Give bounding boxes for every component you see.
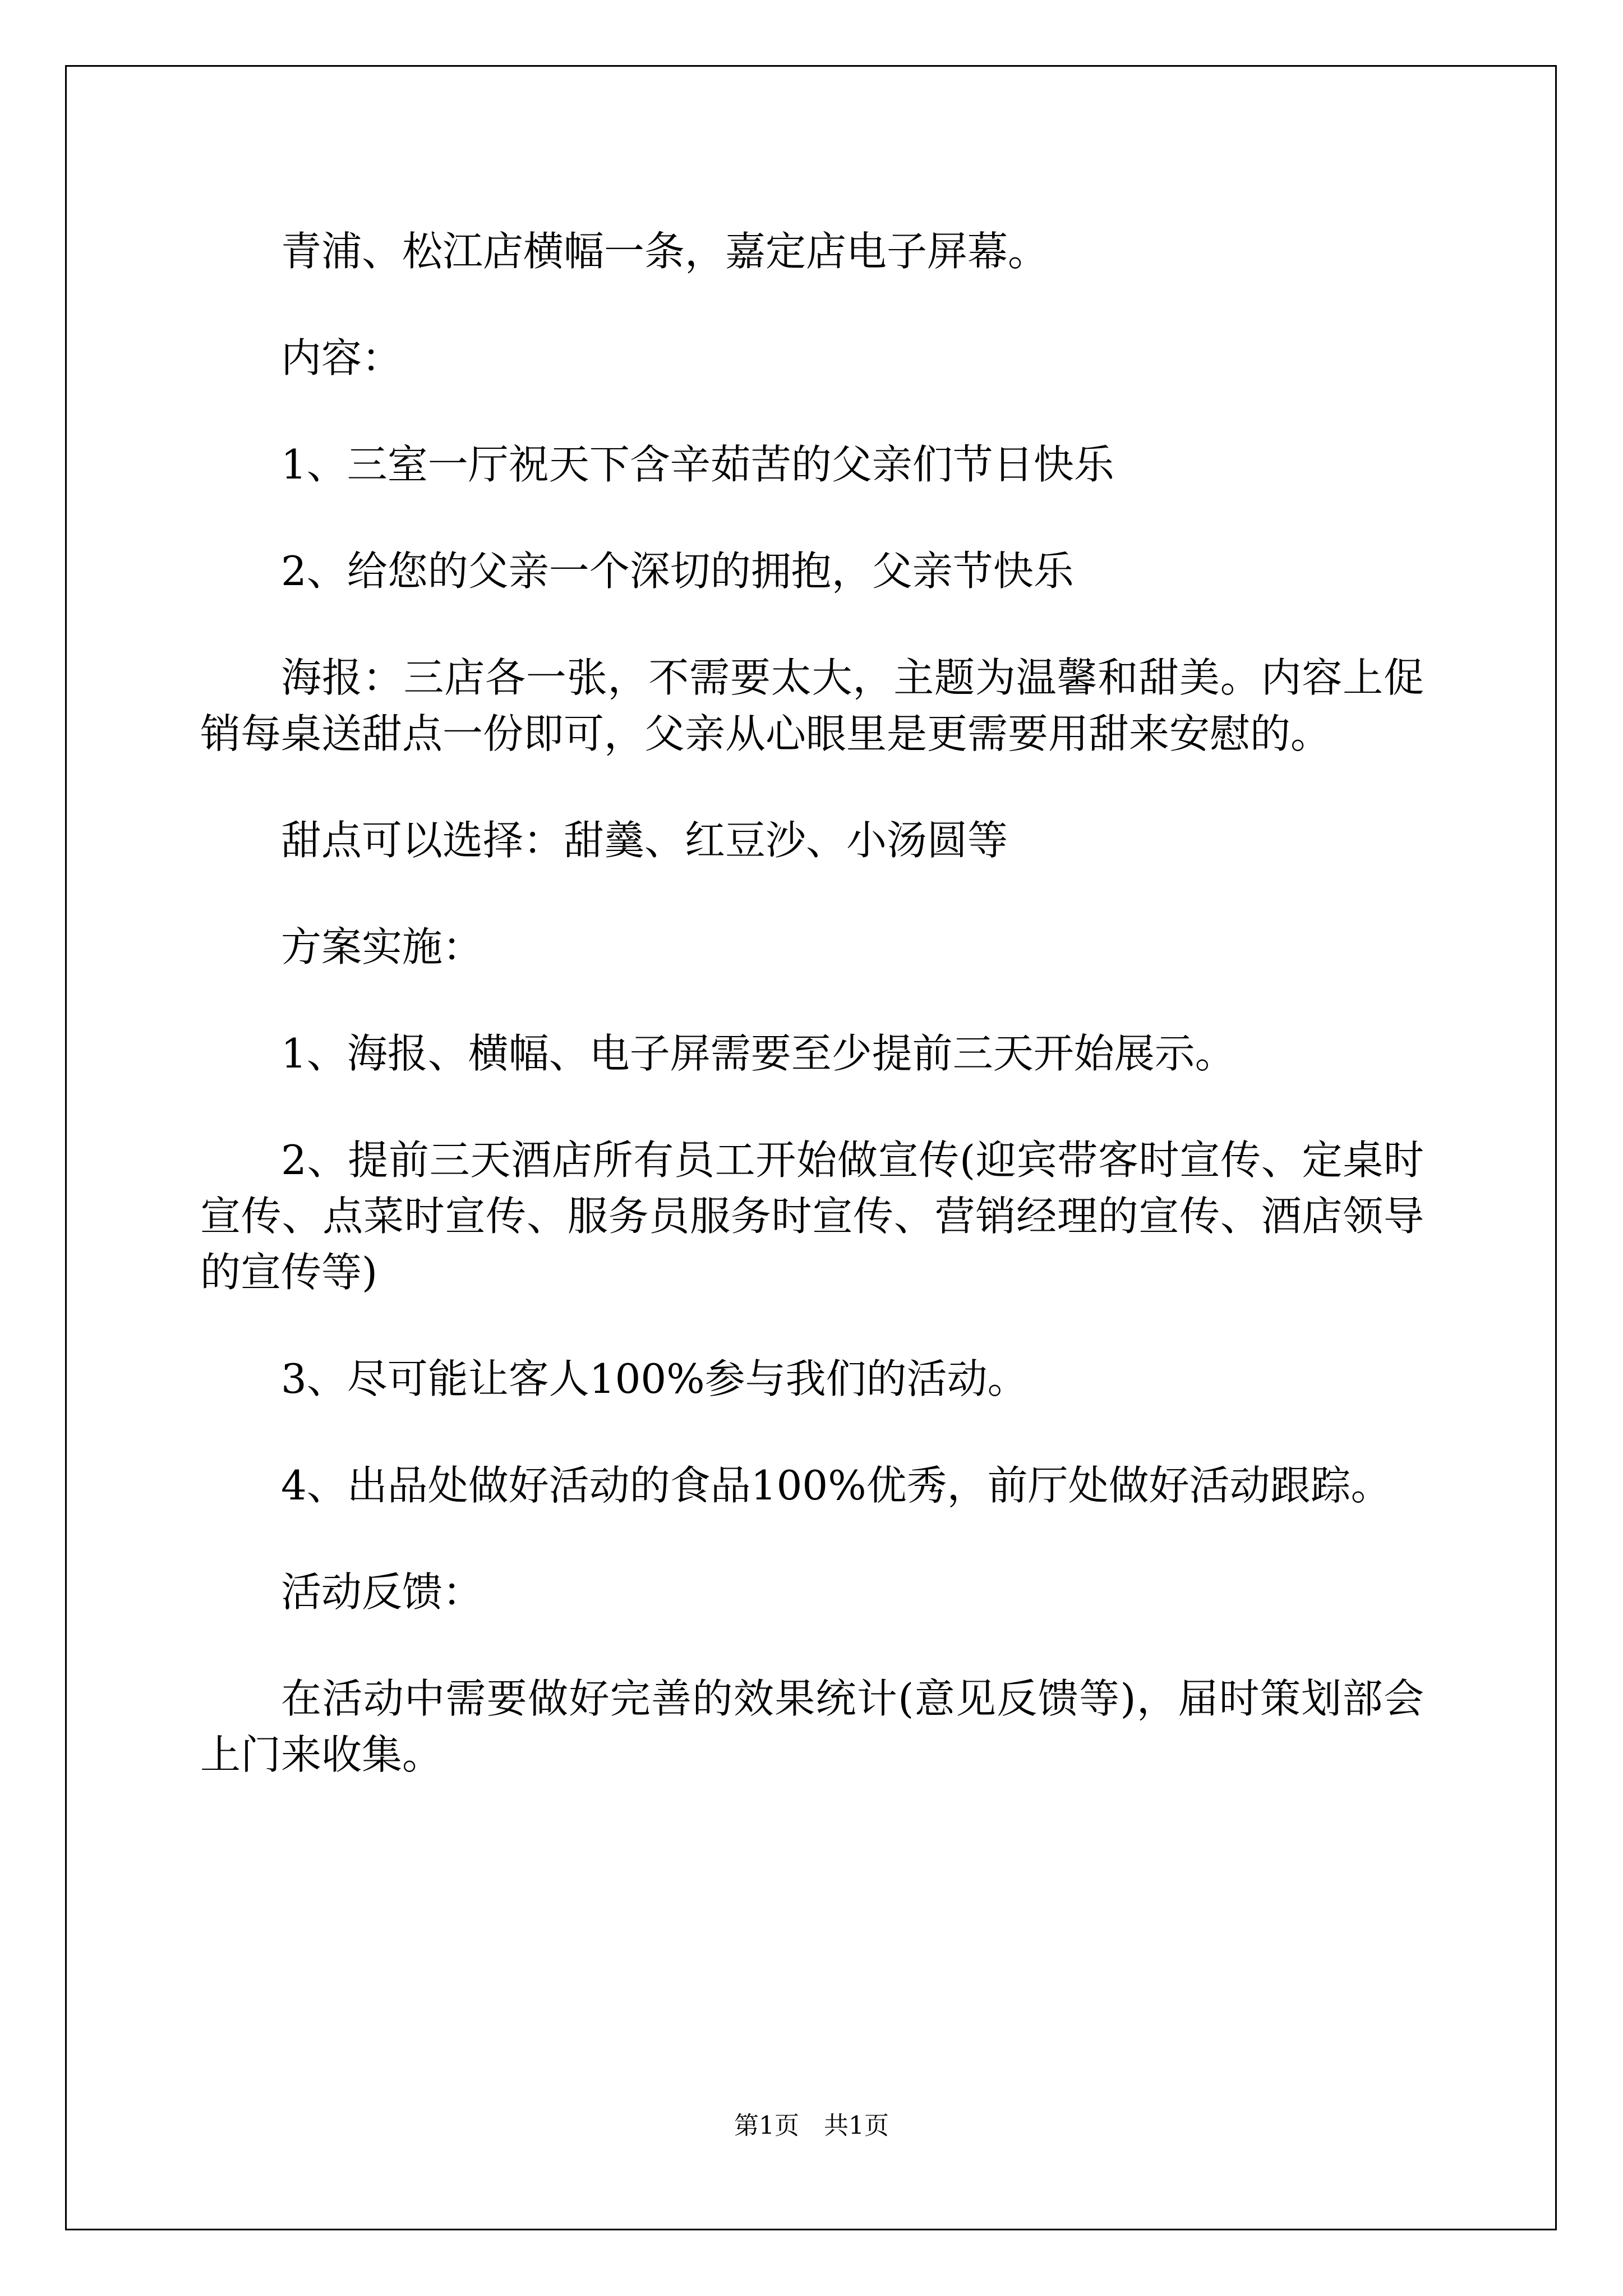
paragraph: 2、提前三天酒店所有员工开始做宣传(迎宾带客时宣传、定桌时宣传、点菜时宣传、服务员服务时宣传、营销经理的宣传、酒店领导的宣传等) <box>200 1137 1424 1296</box>
document-body <box>200 223 1424 1833</box>
page-number-current: 第1页 <box>734 2111 799 2140</box>
page-footer <box>0 2109 1623 2143</box>
paragraph: 甜点可以选择：甜羹、红豆沙、小汤圆等 <box>281 817 1008 864</box>
paragraph: 在活动中需要做好完善的效果统计(意见反馈等)，届时策划部会上门来收集。 <box>200 1675 1424 1778</box>
paragraph: 1、海报、横幅、电子屏需要至少提前三天开始展示。 <box>281 1030 1235 1077</box>
paragraph: 1、三室一厅祝天下含辛茹苦的父亲们节日快乐 <box>281 441 1114 488</box>
paragraph: 内容： <box>281 334 403 381</box>
paragraph: 青浦、松江店横幅一条，嘉定店电子屏幕。 <box>281 228 1049 275</box>
paragraph: 活动反馈： <box>281 1568 483 1616</box>
paragraph: 4、出品处做好活动的食品100%优秀，前厅处做好活动跟踪。 <box>281 1462 1391 1509</box>
paragraph: 方案实施： <box>281 923 483 970</box>
paragraph: 海报：三店各一张，不需要太大，主题为温馨和甜美。内容上促销每桌送甜点一份即可，父亲从心眼里是更需要用甜来安慰的。 <box>200 654 1424 757</box>
paragraph: 2、给您的父亲一个深切的拥抱，父亲节快乐 <box>281 547 1074 595</box>
page-number-total: 共1页 <box>824 2111 889 2140</box>
paragraph: 3、尽可能让客人100%参与我们的活动。 <box>281 1355 1028 1402</box>
